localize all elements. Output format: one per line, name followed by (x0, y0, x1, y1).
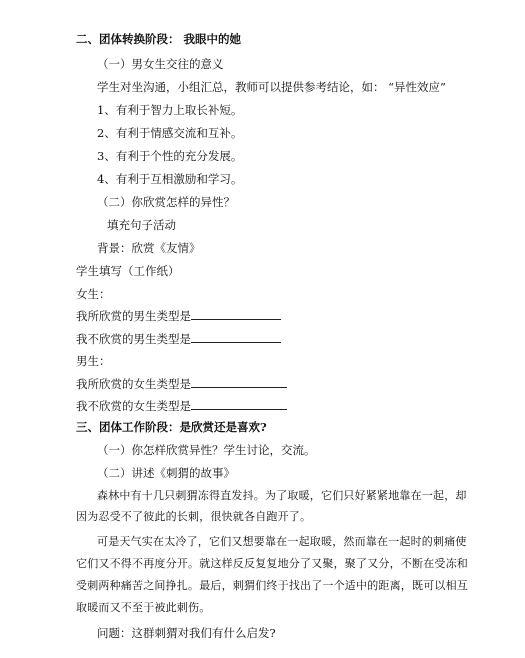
fill-in-prompt: 我不欣赏的女生类型是 (76, 399, 191, 413)
section-heading-admire: （二）你欣赏怎样的异性？ (97, 195, 235, 209)
story-line: 森林中有十几只刺猬冻得直发抖。为了取暖，它们只好紧紧地靠在一起，却 (97, 489, 467, 502)
reflection-question: 问题：这群刺猬对我们有什么启发? (97, 626, 276, 640)
boys-label: 男生： (76, 354, 111, 368)
worksheet-label: 学生填写（工作纸） (76, 264, 180, 278)
fill-in-prompt: 我不欣赏的男生类型是 (76, 332, 191, 346)
fill-in-prompt: 我所欣赏的女生类型是 (76, 377, 191, 391)
benefit-item: 3、有利于个性的充分发展。 (97, 149, 243, 163)
blank-line[interactable] (191, 331, 281, 343)
story-line: 可是天气实在太冷了，它们又想要靠在一起取暖，然而靠在一起时的刺痛使 (97, 535, 467, 548)
discussion-paragraph: 学生对坐沟通，小组汇总，教师可以提供参考结论，如： “异性效应” (97, 80, 446, 94)
activity-label: 填充句子活动 (107, 218, 176, 232)
blank-line[interactable] (191, 308, 281, 320)
background-note: 背景：欣赏《友情》 (97, 241, 201, 255)
story-line: 它们又不得不再度分开。就这样反反复复地分了又聚，聚了又分，不断在受冻和 (76, 557, 468, 570)
fill-in-line (76, 331, 281, 346)
blank-line[interactable] (191, 398, 287, 410)
section-heading-discuss: （一）你怎样欣赏异性？学生讨论，交流。 (97, 443, 316, 457)
stage2-heading: 二、团体转换阶段： 我眼中的她 (76, 32, 242, 46)
story-line: 因为忍受不了彼此的长刺，很快就各自跑开了。 (76, 510, 312, 523)
fill-in-line (76, 376, 287, 391)
benefit-item: 1、有利于智力上取长补短。 (97, 103, 243, 117)
story-line: 取暖而又不至于被此刺伤。 (76, 601, 211, 614)
section-heading-meaning: （一）男女生交往的意义 (97, 57, 224, 71)
story-line: 受刺两种痛苦之间挣扎。最后，刺猬们终于找出了一个适中的距离，既可以相互 (76, 579, 468, 592)
blank-line[interactable] (191, 376, 287, 388)
fill-in-line (76, 308, 281, 323)
fill-in-line (76, 398, 287, 413)
benefit-item: 4、有利于互相激励和学习。 (97, 172, 243, 186)
section-heading-story: （二）讲述《刺猬的故事》 (97, 466, 235, 480)
fill-in-prompt: 我所欣赏的男生类型是 (76, 309, 191, 323)
benefit-item: 2、有利于情感交流和互补。 (97, 126, 243, 140)
girls-label: 女生： (76, 287, 111, 301)
stage3-heading: 三、团体工作阶段：是欣赏还是喜欢? (76, 420, 267, 434)
